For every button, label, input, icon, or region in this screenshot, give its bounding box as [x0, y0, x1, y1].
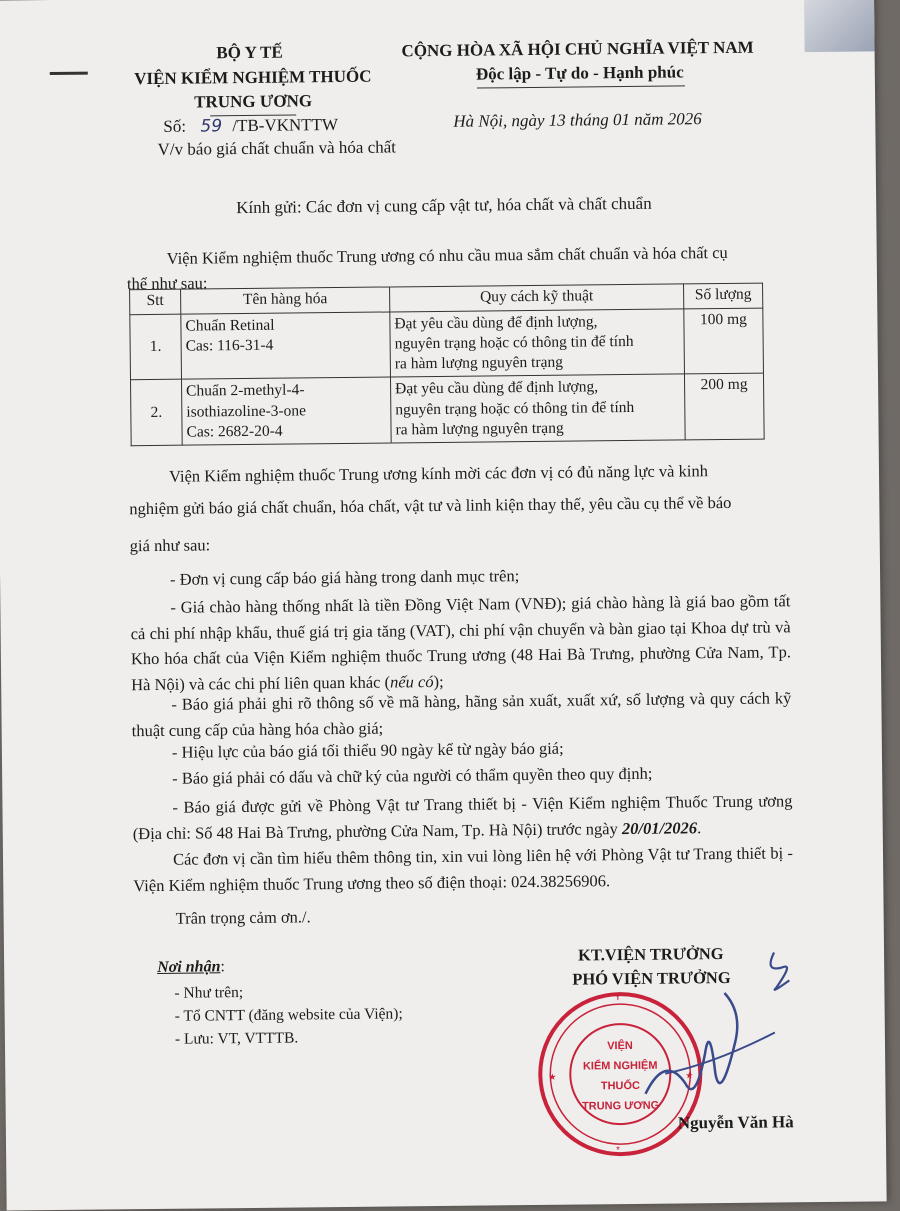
svg-text:Y: Y: [614, 992, 622, 1004]
requirement-2-text: - Giá chào hàng thống nhất là tiền Đồng Việt Nam (VNĐ); giá chào hàng là giá bao gồm tất cả chi phí nhập khẩu, thuế giá trị gia tăng (VAT), chi phí vận chuyển và bàn giao tại Khoa dự trù và Kho hóa chất của Viện Kiểm nghiệm thuốc Trung ương (48 Hai Bà Trưng, phường Cửa Nam, Tp. Hà Nội) và các chi phí liên quan khác (: [130, 591, 791, 694]
requirement-5: - Báo giá phải có dấu và chữ ký của người có thẩm quyền theo quy định;: [172, 763, 653, 788]
spec-line: Đạt yêu cầu dùng để định lượng,: [395, 378, 599, 398]
requirement-1: - Đơn vị cung cấp báo giá hàng trong danh mục trên;: [169, 566, 520, 589]
table-row: [131, 373, 765, 445]
row-qty: 200 mg: [684, 373, 764, 439]
invite-line-3: giá như sau:: [129, 535, 211, 556]
recipients-heading: [157, 958, 225, 977]
handwritten-signature-icon: [624, 932, 826, 1134]
recipients-label: Nơi nhận: [157, 958, 221, 976]
header-stt: Stt: [130, 289, 181, 315]
deadline-date: 20/01/2026: [621, 817, 698, 838]
country-name: CỘNG HÒA XÃ HỘI CHỦ NGHĨA VIỆT NAM: [401, 37, 754, 61]
ministry-name: BỘ Y TẾ: [216, 42, 283, 63]
requirement-4: - Hiệu lực của báo giá tối thiểu 90 ngày kể từ ngày báo giá;: [171, 738, 564, 762]
thanks-line: Trân trọng cảm ơn./.: [175, 907, 311, 928]
recipient-item: - Như trên;: [174, 984, 244, 1002]
spec-line: ra hàm lượng nguyên trạng: [395, 419, 564, 439]
document-number: [163, 115, 338, 137]
row-stt: 2.: [131, 380, 183, 446]
spec-line: nguyên trạng hoặc có thông tin để tính: [395, 398, 635, 418]
header-underline-right: [477, 85, 685, 88]
svg-text:*: *: [616, 1145, 621, 1157]
recipients-colon: :: [220, 958, 225, 976]
spec-line: ra hàm lượng nguyên trạng: [394, 353, 564, 373]
cas-line: Cas: 116-31-4: [185, 336, 274, 355]
institute-name-line2: TRUNG ƯƠNG: [194, 91, 313, 112]
invite-line-2: nghiệm gửi báo giá chất chuẩn, hóa chất, vật tư và linh kiện thay thế, yêu cầu cụ thể về báo: [129, 492, 732, 519]
name-line: Chuẩn 2-methyl-4-: [186, 381, 305, 401]
invite-line-1: Viện Kiểm nghiệm thuốc Trung ương kính mời các đơn vị có đủ năng lực và kinh: [168, 461, 709, 486]
subject-line: V/v báo giá chất chuẩn và hóa chất: [157, 137, 397, 159]
row-stt: 1.: [130, 314, 182, 380]
signer-name: Nguyễn Văn Hà: [677, 1112, 794, 1133]
row-name: [182, 377, 392, 445]
row-spec: [390, 374, 685, 442]
svg-text:★: ★: [685, 1070, 694, 1081]
requirement-3: - Báo giá phải ghi rõ thông số về mã hàng, hãng sản xuất, xuất xứ, số lượng và quy cách kỹ thuật cung cấp của hàng hóa chào giá;: [131, 688, 792, 740]
row-qty: 100 mg: [684, 308, 764, 374]
margin-mark: [50, 72, 88, 75]
header-qty: Số lượng: [684, 283, 763, 309]
requirement-6-text: - Báo giá được gửi về Phòng Vật tư Trang thiết bị - Viện Kiểm nghiệm Thuốc Trung ương (Địa chỉ: Số 48 Hai Bà Trưng, phường Cửa Nam, Tp. Hà Nội) trước ngày: [132, 791, 793, 843]
recipient-item: - Tổ CNTT (đăng website của Viện);: [174, 1005, 403, 1025]
stamp-text: THUỐC: [600, 1079, 641, 1093]
motto: Độc lập - Tự do - Hạnh phúc: [475, 62, 684, 84]
background-object: [804, 0, 875, 52]
spec-line: nguyên trạng hoặc có thông tin để tính: [394, 333, 634, 353]
requirement-2-italic: nếu có: [389, 671, 434, 692]
requirement-6: [132, 788, 792, 846]
requirement-6-end: .: [696, 817, 702, 837]
institute-name-line1: VIỆN KIỂM NGHIỆM THUỐC: [134, 66, 372, 89]
addressee: Kính gửi: Các đơn vị cung cấp vật tư, hóa chất và chất chuẩn: [236, 193, 652, 218]
spec-line: Đạt yêu cầu dùng để định lượng,: [394, 313, 598, 333]
table-row: [130, 308, 764, 380]
header-name: Tên hàng hóa: [181, 287, 390, 314]
recipient-item: - Lưu: VT, VTTTB.: [174, 1029, 299, 1048]
name-line: isothiazoline-3-one: [186, 401, 307, 421]
requirement-2-end: );: [433, 671, 444, 691]
stamp-text: KIỂM NGHIỆM: [582, 1059, 658, 1073]
name-line: Chuẩn Retinal: [185, 316, 275, 335]
intro-line-1: Viện Kiểm nghiệm thuốc Trung ương có nhu cầu mua sắm chất chuẩn và hóa chất cụ: [166, 242, 728, 268]
requirement-2: [130, 588, 791, 697]
stamp-text: VIỆN: [607, 1039, 633, 1053]
row-name: [181, 312, 391, 380]
stamp-text: TRUNG ƯƠNG: [581, 1099, 660, 1113]
signer-title-2: PHÓ VIỆN TRƯỞNG: [572, 967, 731, 989]
number-label: Số:: [163, 116, 187, 136]
place-date: Hà Nội, ngày 13 tháng 01 năm 2026: [453, 109, 702, 131]
number-suffix: /TB-VKNTTW: [232, 115, 339, 136]
row-spec: [390, 309, 685, 377]
contact-info: Các đơn vị cần tìm hiểu thêm thông tin, xin vui lòng liên hệ với Phòng Vật tư Trang thiết bị - Viện Kiểm nghiệm thuốc Trung ương theo số điện thoại: 024.38256906.: [133, 843, 794, 895]
header-spec: Quy cách kỹ thuật: [390, 284, 684, 312]
cas-line: Cas: 2682-20-4: [186, 422, 283, 441]
intro-line-2: thể như sau:: [126, 273, 208, 294]
signer-title-1: KT.VIỆN TRƯỞNG: [577, 944, 724, 965]
svg-text:★: ★: [548, 1071, 557, 1082]
goods-table: [129, 283, 765, 446]
number-value: 59: [200, 116, 223, 137]
